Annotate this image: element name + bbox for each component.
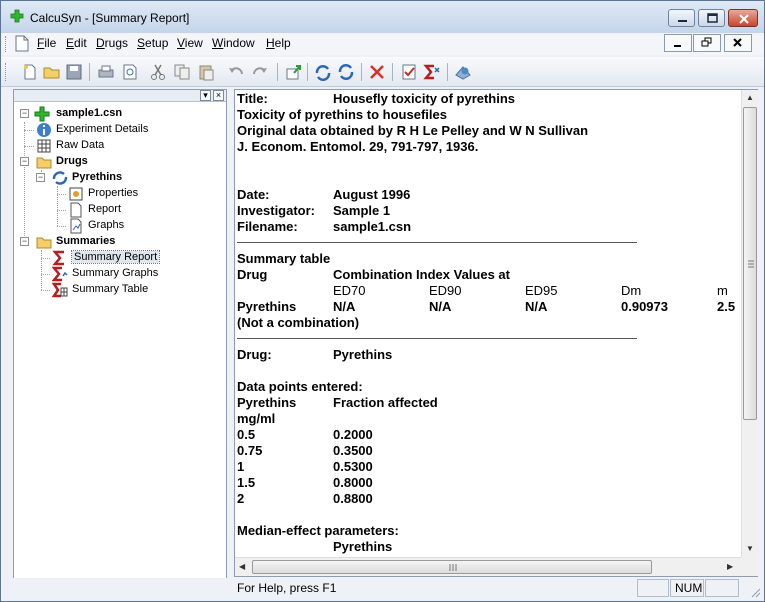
row-ed95-value: N/A [525,299,548,314]
tree-item-summaries[interactable]: − Summaries [34,234,214,250]
report-subtitle: Toxicity of pyrethins to housefiles [237,107,447,122]
col-ed70: ED70 [333,283,366,298]
tree-item-experiment-details[interactable]: Experiment Details [34,122,214,138]
tree-line [41,290,50,291]
sigma-report-icon [52,250,68,266]
status-bar [1,578,764,601]
tree-line [57,226,66,227]
close-icon [725,35,751,51]
horizontal-scroll-thumb[interactable] [252,560,652,574]
toolbar-grip [5,63,8,81]
report-citation-line: J. Econom. Entomol. 29, 791-797, 1936. [237,139,479,154]
dp-dose: 1 [237,459,245,474]
toolbar-separator [361,63,362,81]
title-bar[interactable] [1,1,764,33]
menu-edit[interactable]: Edit [66,36,87,50]
toolbar-separator [89,63,90,81]
document-icon[interactable] [15,35,29,52]
minimize-icon [669,10,696,28]
tree-item-summary-table[interactable]: Summary Table [50,282,220,298]
project-tree-pane[interactable] [13,89,227,596]
vertical-scroll-thumb[interactable] [743,107,757,420]
median-effect-heading: Median-effect parameters: [237,523,399,538]
restore-icon [694,35,720,51]
collapse-toggle[interactable]: − [21,236,28,246]
close-button[interactable] [728,9,758,27]
copy-icon[interactable] [173,63,191,81]
collapse-toggle[interactable]: − [21,156,28,166]
report-date-label: Date: [237,187,270,202]
tree-item-drugs[interactable]: − Drugs [34,154,214,170]
project-icon [34,106,50,122]
sigma-table-icon [52,282,68,298]
collapse-toggle[interactable]: − [37,172,44,182]
sigma-graph-icon [52,266,68,282]
refresh-all-icon[interactable] [314,63,332,81]
report-source-line: Original data obtained by R H Le Pelley and W N Sullivan [237,123,589,138]
col-dm: Dm [621,283,642,298]
col-ed90: ED90 [429,283,462,298]
report-title-label: Title: [237,91,268,106]
row-m-value: 2.5 [717,299,736,314]
dp-fraction: 0.8000 [333,475,373,490]
close-icon [729,10,759,28]
tree-item-root[interactable]: − sample1.csn [18,106,218,122]
tree-item-raw-data[interactable]: Raw Data [34,138,214,154]
dp-fraction: 0.8800 [333,491,373,506]
summary-report-pane[interactable] [234,89,758,577]
tree-item-summary-graphs[interactable]: Summary Graphs [50,266,220,282]
scroll-up-icon[interactable]: ▲ [746,93,754,102]
calcusyn-app-icon [10,9,24,23]
scroll-right-icon[interactable]: ▶ [727,562,734,571]
dp-dose: 2 [237,491,245,506]
row-dm-value: 0.90973 [621,299,668,314]
dp-fraction: 0.5300 [333,459,373,474]
status-panel-empty [637,579,669,597]
col-ed95: ED95 [525,283,558,298]
new-file-icon[interactable] [21,63,39,81]
report-date-value: August 1996 [333,187,411,202]
mdi-minimize-button[interactable] [664,34,692,52]
graph-page-icon [68,218,84,234]
delete-icon[interactable] [368,63,386,81]
tree-line [24,122,25,242]
report-investigator-label: Investigator: [237,203,316,218]
paste-icon[interactable] [197,63,215,81]
status-help-text: For Help, press F1 [237,581,337,595]
help-icon[interactable] [454,63,472,81]
vertical-scrollbar[interactable] [741,90,758,557]
row-ed70-value: N/A [333,299,356,314]
open-folder-icon[interactable] [43,63,61,81]
tree-line [57,186,58,226]
redo-icon[interactable] [251,63,269,81]
summary-sigma-icon[interactable] [422,63,440,81]
not-combination-note: (Not a combination) [237,315,360,330]
toolbar-separator [447,63,448,81]
grid-icon [36,138,52,154]
drug-label: Drug: [237,347,272,362]
refresh-icon[interactable] [337,63,355,81]
tree-pane-header [14,90,226,102]
resize-grip-icon[interactable] [749,586,761,598]
export-icon[interactable] [285,63,303,81]
tree-line [57,194,66,195]
status-panel-scroll [705,579,739,597]
median-effect-drug: Pyrethins [333,539,393,554]
report-check-icon[interactable] [400,63,418,81]
info-icon [36,122,52,138]
report-title-value: Housefly toxicity of pyrethins [333,91,516,106]
status-panel-num: NUM [670,579,704,597]
row-drug-name: Pyrethins [237,299,297,314]
dp-dose: 1.5 [237,475,256,490]
grip-icon [744,108,758,421]
minimize-icon [665,35,691,51]
toolbar-separator [392,63,393,81]
menu-window[interactable]: Window [212,36,255,50]
menu-view[interactable]: View [177,36,203,50]
tree-line [41,258,50,259]
print-preview-icon[interactable] [121,63,139,81]
horizontal-scrollbar[interactable] [235,557,741,576]
dp-fraction: 0.3500 [333,443,373,458]
window-title: CalcuSyn - [Summary Report] [30,11,190,25]
ci-values-header: Combination Index Values at [333,267,510,282]
dp-col-fraction: Fraction affected [333,395,438,410]
col-m: m [717,283,728,298]
dp-col-unit: mg/ml [237,411,276,426]
save-icon[interactable] [65,63,83,81]
report-page-icon [68,202,84,218]
menu-drugs[interactable]: Drugs [96,36,129,50]
dp-dose: 0.5 [237,427,256,442]
tree-line [24,146,34,147]
drug-refresh-icon [52,170,68,186]
dp-fraction: 0.2000 [333,427,373,442]
tree-line [24,130,34,131]
pane-close-button[interactable]: × [213,90,224,101]
summary-table-heading: Summary table [237,251,331,266]
scroll-left-icon[interactable]: ◀ [239,562,246,571]
scroll-down-icon[interactable]: ▼ [746,544,754,553]
minimize-button[interactable] [668,9,695,27]
tree-line [41,250,42,290]
menu-grip [5,36,8,52]
tree-item-properties[interactable]: Properties [66,186,216,202]
drug-value: Pyrethins [333,347,393,362]
mdi-restore-button[interactable] [693,34,721,52]
scroll-corner [741,557,758,576]
folder-icon [36,154,52,170]
summary-drug-header: Drug [237,267,268,282]
data-points-heading: Data points entered: [237,379,363,394]
report-filename-label: Filename: [237,219,298,234]
collapse-toggle[interactable]: − [21,108,28,118]
dp-dose: 0.75 [237,443,263,458]
toolbar-separator [307,63,308,81]
row-ed90-value: N/A [429,299,452,314]
dp-col-drug: Pyrethins [237,395,297,410]
report-filename-value: sample1.csn [333,219,412,234]
divider [237,338,637,339]
menu-setup[interactable]: Setup [137,36,169,50]
tree-item-summary-report[interactable]: Summary Report [50,250,220,266]
report-text-area[interactable] [235,90,740,557]
cut-icon[interactable] [149,63,167,81]
mdi-close-button[interactable] [724,34,752,52]
tree-item-report[interactable]: Report [66,202,216,218]
menu-help[interactable]: Help [266,36,291,50]
maximize-icon [699,10,726,28]
folder-icon [36,234,52,250]
pane-dropdown-button[interactable]: ▾ [200,90,211,101]
menu-bar [1,33,764,55]
properties-icon [68,186,84,202]
menu-file[interactable]: File [37,36,57,50]
tree-item-pyrethins[interactable]: − Pyrethins [50,170,210,186]
undo-icon[interactable] [227,63,245,81]
tree-item-graphs[interactable]: Graphs [66,218,216,234]
toolbar-separator [277,63,278,81]
tree-line [41,274,50,275]
divider [237,242,637,243]
report-investigator-value: Sample 1 [333,203,391,218]
grip-icon [253,561,653,575]
tree-line [57,210,66,211]
print-icon[interactable] [97,63,115,81]
maximize-button[interactable] [698,9,725,27]
toolbar [1,57,764,87]
